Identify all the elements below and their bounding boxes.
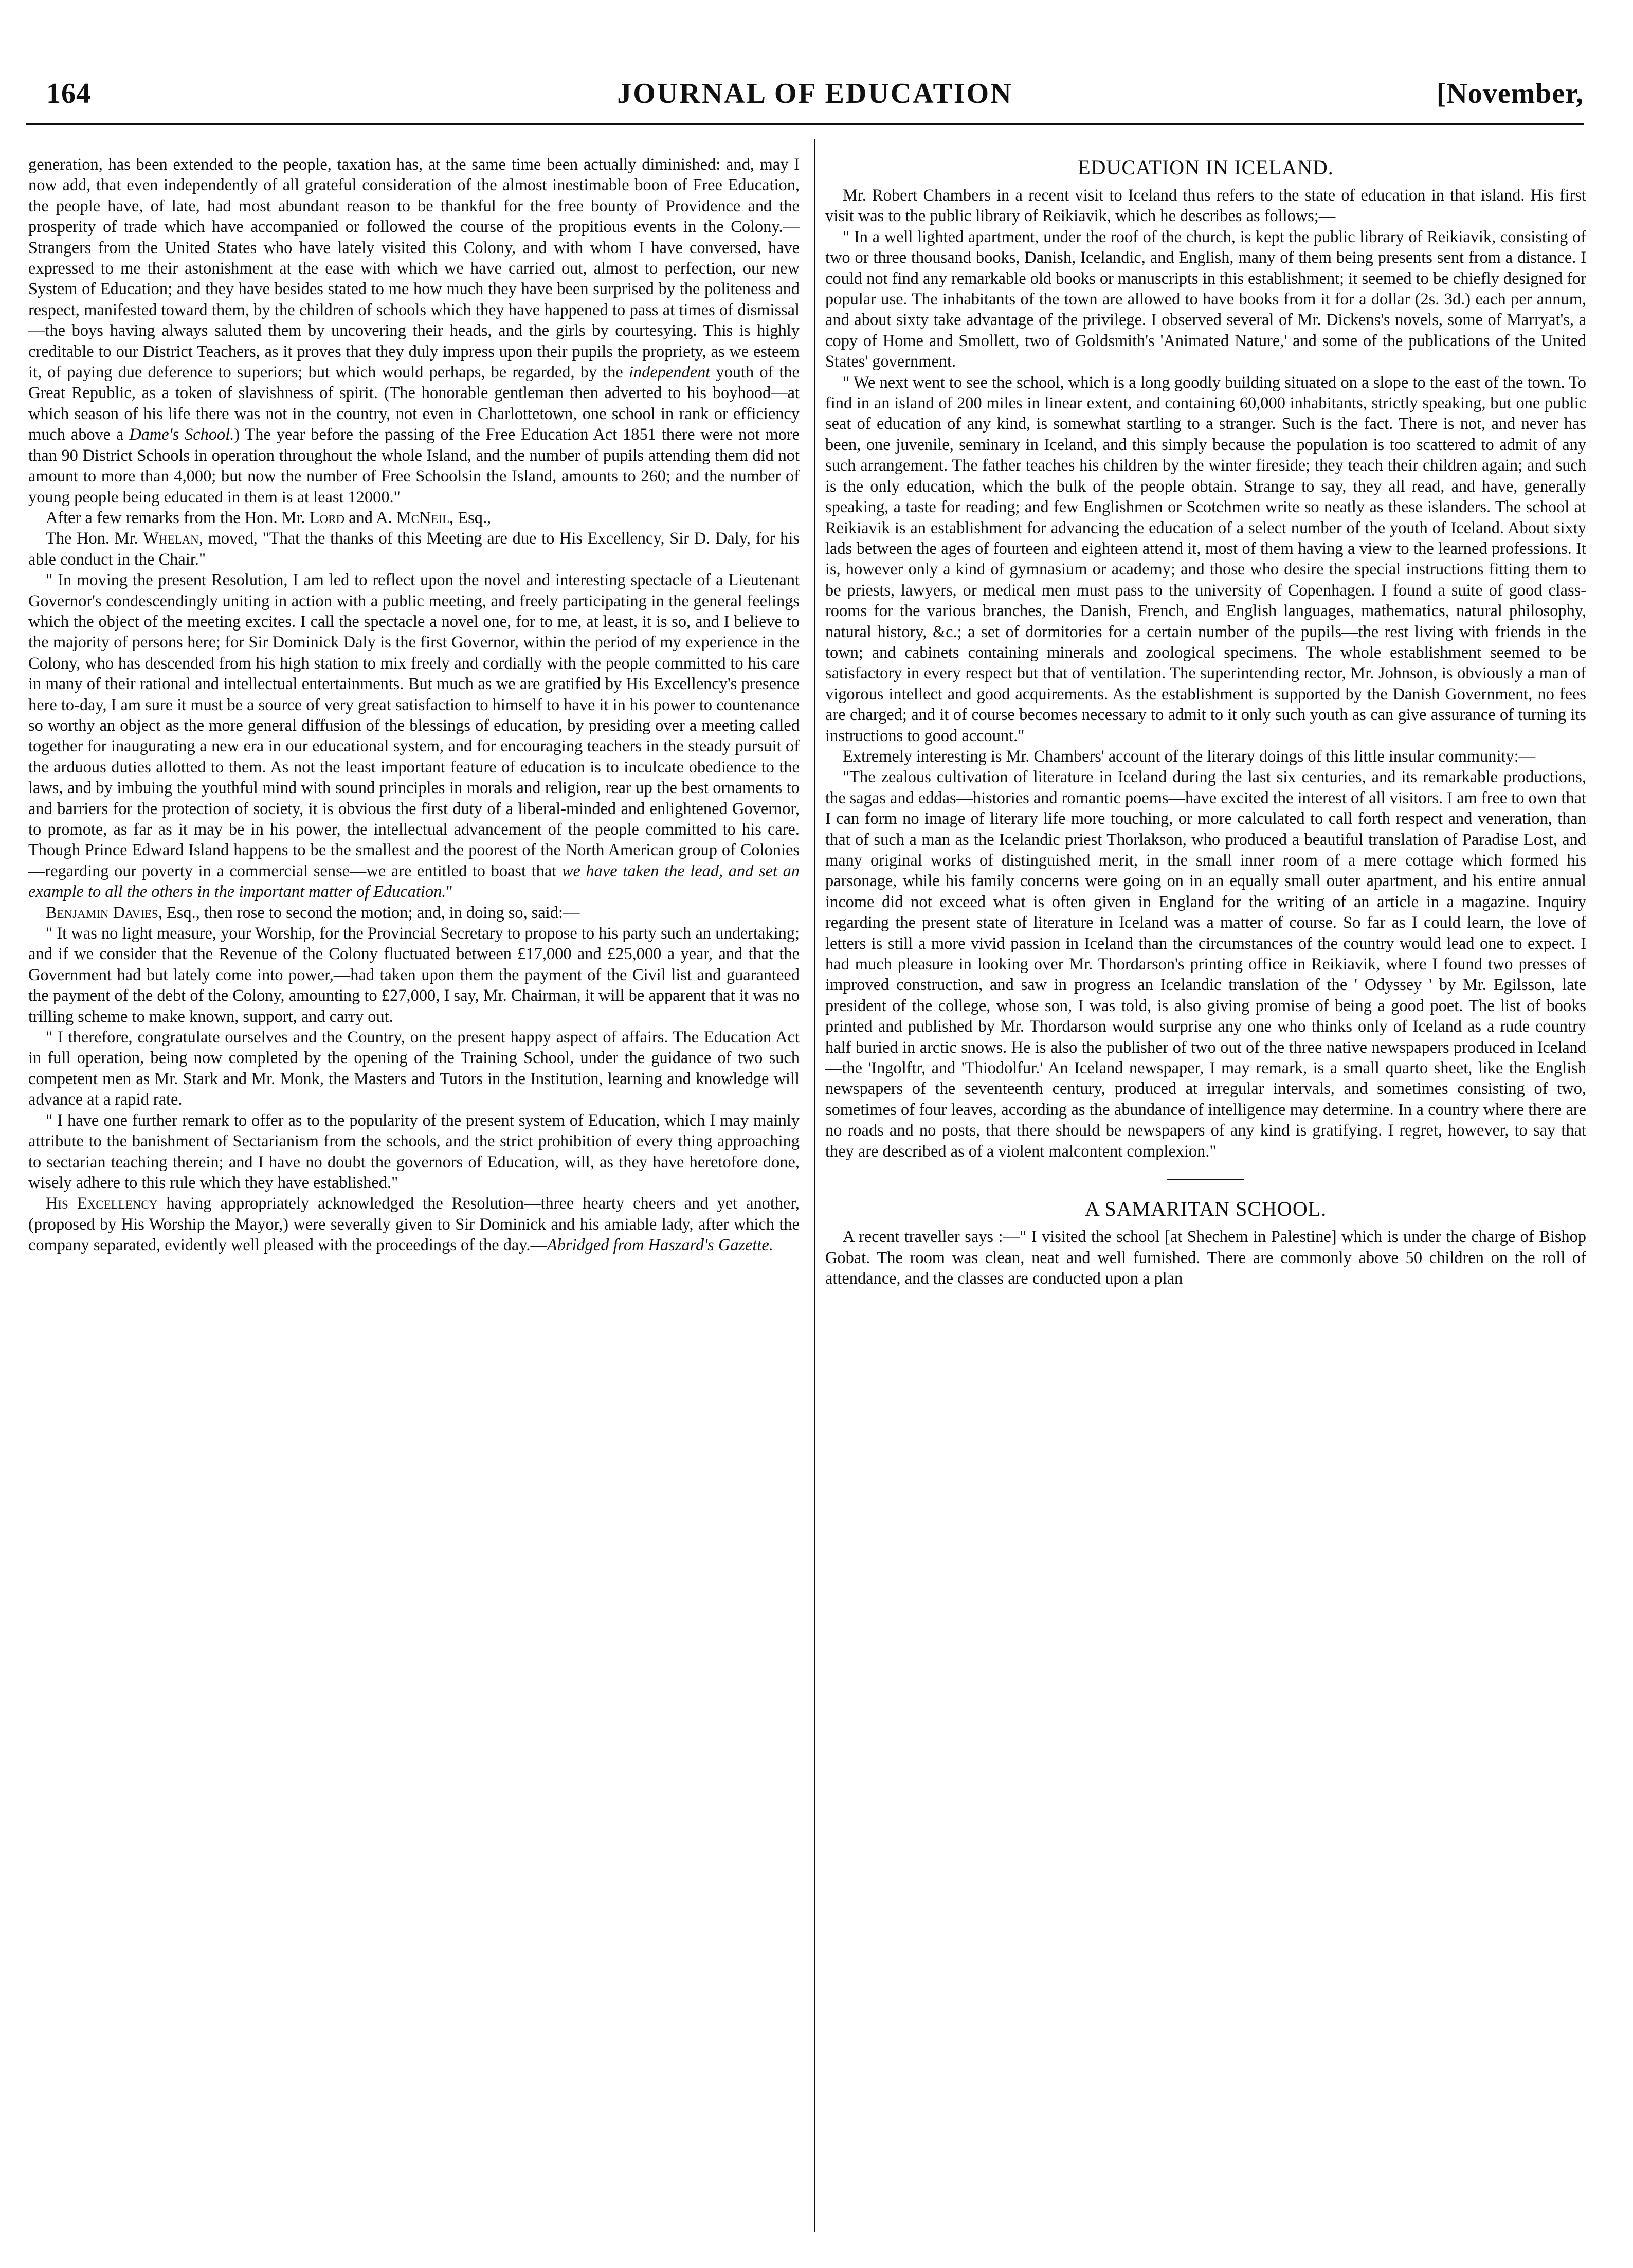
speaker-name: Lord xyxy=(309,508,345,527)
paragraph-intro: Mr. Robert Chambers in a recent visit to Iceland thus refers to the state of education in that island. His first visit was to the public library of Reikiavik, which he describes as follows;— xyxy=(825,186,1586,226)
speaker-name: McNeil xyxy=(396,508,450,527)
emphasis: we have taken the lead, and set an example to all the others in the important matter of Education. xyxy=(28,861,800,902)
paragraph-samaritan: A recent traveller says :—" I visited the school [at Shechem in Palestine] which is under the charge of Bishop Gobat. The room was clean, neat and well furnished. There are commonly above 50 children on the roll of attendance, and the classes are conducted upon a plan xyxy=(825,1228,1586,1288)
header-rule xyxy=(26,123,1584,125)
emphasis: Dame's School. xyxy=(129,425,234,444)
paragraph-speech-continued: generation, has been extended to the people, taxation has, at the same time been actually diminished: and, may I now add, that even independently of all grateful consideration of the almost inestimable boon of Free Education, the people have, of late, had most abundant reason to be thankful for the free bounty of Providence and the prosperity of trade which have accompanied or followed the course of the propitious events in the Colony.—Strangers from the United States who have lately visited this Colony, and with whom I have conversed, have expressed to me their astonishment at the ease with which we have carried out, almost to perfection, our new System of Education; and they have besides stated to me how much they have been surprised by the politeness and respect, manifested toward them, by the children of schools which they have happened to pass at times of dismissal—the boys having always saluted them by uncovering their heads, and the girls by courtesying. This is highly creditable to our District Teachers, as it proves that they duly impress upon their pupils the propriety, as we esteem it, of paying due deference to superiors; but which would perhaps, be regarded, by the independent youth of the Great Republic, as a token of slavishness of spirit. (The honorable gentleman then adverted to his boyhood—at which season of his life there was not in the country, not even in Charlottetown, one school in rank or efficiency much above a Dame's School.) The year before the passing of the Free Education Act 1851 there were not more than 90 District Schools in operation throughout the whole Island, and the number of pupils attending them did not amount to more than 4,000; but now the number of Free Schoolsin the Island, amounts to 260; and the number of young people being educated in them is at least 12000." xyxy=(28,155,800,507)
left-column xyxy=(28,154,800,1256)
paragraph-sectarianism: " I have one further remark to offer as to the popularity of the present system of Education, which I may mainly attribute to the banishment of Sectarianism from the schools, and the strict prohibition of every thing approaching to sectarian teaching therein; and I have no doubt the governors of Education, will, as they have heretofore done, wisely adhere to this rule which they have established." xyxy=(28,1111,800,1192)
paragraph-motion: The Hon. Mr. Whelan, moved, "That the thanks of this Meeting are due to His Excellency, Sir D. Daly, for his able conduct in the Chair." xyxy=(28,529,800,569)
paragraph-literary-intro: Extremely interesting is Mr. Chambers' account of the literary doings of this little insular community:— xyxy=(843,747,1536,766)
page-header xyxy=(46,77,1584,118)
paragraph-library: " In a well lighted apartment, under the roof of the church, is kept the public library of Reikiavik, consisting of two or three thousand books, Danish, Icelandic, and English, many of them being presents sent from a distance. I could not find any remarkable old books or manuscripts in this establishment; it seemed to be chiefly designed for popular use. The inhabitants of the town are allowed to have books from it for a dollar (2s. 3d.) each per annum, and about sixty take advantage of the privilege. I observed several of Mr. Dickens's novels, some of Marryat's, a copy of Home and Smollett, two of Goldsmith's 'Animated Nature,' and some of the publications of the United States' government. xyxy=(825,227,1586,371)
column-divider xyxy=(814,139,815,2232)
paragraph-seconder: Benjamin Davies, Esq., then rose to second the motion; and, in doing so, said:— xyxy=(46,903,580,922)
paragraph-closing: His Excellency having appropriately acknowledged the Resolution—three hearty cheers and yet another, (proposed by His Worship the Mayor,) were severally given to Sir Dominick and his amiable lady, after which the company separated, evidently well pleased with the proceedings of the day.—Abridged from Haszard's Gazette. xyxy=(28,1194,800,1255)
paragraph-literature: "The zealous cultivation of literature in Iceland during the last six centuries, and its remarkable productions, the sagas and eddas—histories and romantic poems—have excited the interest of all visitors. I am free to own that I can form no image of literary life more touching, or more calculated to call forth respect and veneration, than that of such a man as the Icelandic priest Thorlakson, who produced a beautiful translation of Paradise Lost, and many original works of distinguished merit, in the small inner room of a mere cottage which formed his parsonage, while his family concerns were going on in an equally small outer apartment, and his entire annual income did not exceed what is often given in England for the writing of an article in a magazine. Inquiry regarding the present state of literature in Iceland was a matter of course. So far as I could learn, the love of letters is still a more vivid passion in Iceland than the circumstances of the country would lead one to expect. I had much pleasure in looking over Mr. Thordarson's printing office in Reikiavik, where I found two presses of improved construction, and saw in progress an Icelandic translation of the ' Odyssey ' by Mr. Egilsson, late president of the college, whose son, I was told, is also giving promise of being a good poet. The list of books printed and published by Mr. Thordarson would surprise any one who thinks only of Iceland as a rude country half buried in arctic snows. He is also the publisher of two out of the three native newspapers produced in Iceland—the 'Ingolftr, and 'Thiodolfur.' An Iceland newspaper, I may remark, is a small quarto sheet, like the English newspapers of the seventeenth century, produced at irregular intervals, and sometimes consisting of two, sometimes of four leaves, according as the abundance of intelligence may determine. In a country where there are no roads and no posts, that there should be newspapers of any kind is gratifying. I regret, however, to say that they are described as of a violent malcontent complexion." xyxy=(825,768,1586,1161)
issue-month: [November, xyxy=(1436,78,1584,110)
journal-title: JOURNAL OF EDUCATION xyxy=(617,78,1013,110)
speaker-name: His Excellency xyxy=(46,1194,158,1213)
paragraph-school: " We next went to see the school, which is a long goodly building situated on a slope to the east of the town. To find in an island of 200 miles in linear extent, and containing 60,000 inhabitants, strictly speaking, but one public seat of education of any kind, is somewhat startling to a stranger. Such is the fact. There is not, and never has been, one juvenile, seminary in Iceland, and this simply because the population is too scattered to admit of any such arrangement. The father teaches his children by the winter fireside; they teach their children again; and such is the only education, which the bulk of the people obtain. Strange to say, they all read, and have, generally speaking, a taste for reading; and few Englishmen or Scotchmen write so neatly as these islanders. The school at Reikiavik is an establishment for advancing the education of a select number of the youth of Iceland. About sixty lads between the ages of fourteen and eighteen attend it, most of them having a view to the learned professions. It is, however only a kind of gymnasium or academy; and those who desire the special instructions fitting them to be priests, lawyers, or medical men must pass to the university of Copenhagen. I found a suite of good class-rooms for the various branches, the Danish, French, and English languages, mathematics, natural philosophy, natural history, &c.; a set of dormitories for a certain number of the pupils—the rest living with friends in the town; and cabinets containing minerals and zoological specimens. The whole establishment seemed to be satisfactory in every respect but that of ventilation. The superintending rector, Mr. Johnson, is obviously a man of vigorous intellect and good acquirements. As the establishment is supported by the Danish Government, no fees are charged; and it of course becomes necessary to admit to it only such youth as can give assurance of turning its instructions to good account." xyxy=(825,373,1586,745)
emphasis: independent xyxy=(628,363,711,382)
section-rule xyxy=(1167,1179,1244,1180)
speaker-name: Benjamin Davies xyxy=(46,903,158,922)
paragraph-whelan-speech: " In moving the present Resolution, I am led to reflect upon the novel and interesting spectacle of a Lieutenant Governor's condescendingly uniting in action with a public meeting, and freely participating in the general feelings which the object of the meeting excites. I call the spectacle a novel one, for to me, at least, it is so, and I believe to the majority of persons here; for Sir Dominick Daly is the first Governor, within the period of my experience in the Colony, who has descended from his high station to mix freely and cordially with the people committed to his care in many of their rational and intellectual entertainments. But much as we are gratified by His Excellency's presence here to-day, I am sure it must be a source of very great satisfaction to himself to have it in his power to countenance so worthy an object as the more general diffusion of the blessings of education, by presiding over a meeting called together for inaugurating a new era in our educational system, and for encouraging teachers in the steady pursuit of the arduous duties allotted to them. As not the least important feature of education is to inculcate obedience to the laws, and by imbuing the youthful mind with sound principles in morals and religion, rear up the best ornaments to and barriers for the protection of society, it is obvious the first duty of a liberal-minded and enlightened Governor, to promote, as far as it may be in his power, the intellectual advancement of the people committed to his care. Though Prince Edward Island happens to be the smallest and the poorest of the North American group of Colonies—regarding our poverty in a commercial sense—we are entitled to boast that we have taken the lead, and set an example to all the others in the important matter of Education." xyxy=(28,571,800,902)
paragraph-congratulation: " I therefore, congratulate ourselves and the Country, on the present happy aspect of affairs. The Education Act in full operation, being now completed by the opening of the Training School, under the guidance of two such competent men as Mr. Stark and Mr. Monk, the Masters and Tutors in the Institution, learning and knowledge will advance at a rapid rate. xyxy=(28,1028,800,1109)
right-column xyxy=(825,154,1586,1289)
paragraph-remarks: After a few remarks from the Hon. Mr. Lord and A. McNeil, Esq., xyxy=(46,508,492,527)
article-heading-iceland: EDUCATION IN ICELAND. xyxy=(1078,156,1334,179)
page-number: 164 xyxy=(46,78,91,110)
speaker-name: Whelan xyxy=(143,529,199,548)
article-heading-samaritan: A SAMARITAN SCHOOL. xyxy=(1084,1197,1327,1221)
paragraph-davies-speech: " It was no light measure, your Worship, for the Provincial Secretary to propose to his party such an undertaking; and if we consider that the Revenue of the Colony fluctuated between £17,000 and £25,000 a year, and that the Government had but lately come into power,—had taken upon them the payment of the Civil list and guaranteed the payment of the debt of the Colony, amounting to £27,000, I say, Mr. Chairman, it will be apparent that it was no trilling scheme to make known, support, and carry out. xyxy=(28,924,800,1026)
source-attribution: Abridged from Haszard's Gazette. xyxy=(547,1236,773,1255)
